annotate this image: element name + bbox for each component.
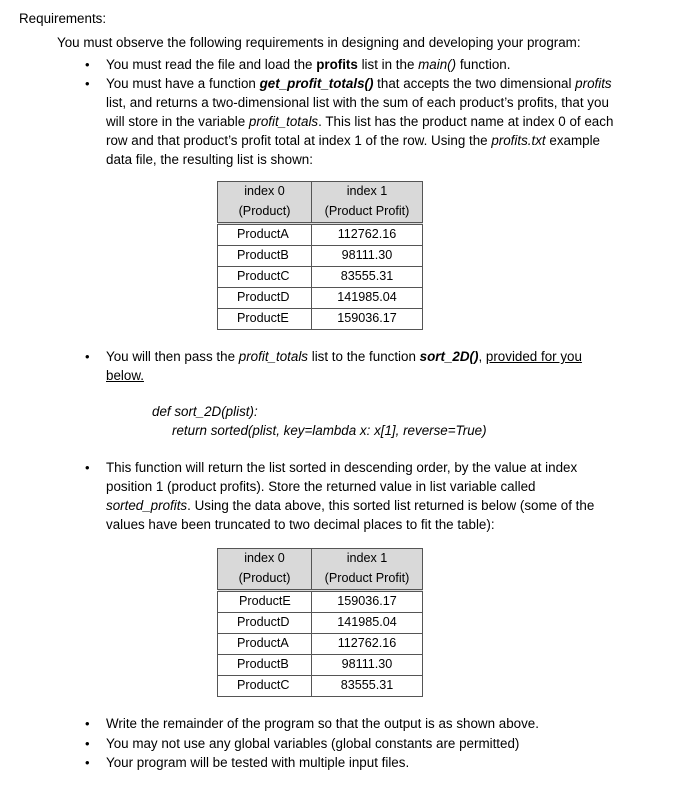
sorted-profits-table (217, 548, 423, 697)
bullet-pass-to-sort: • You will then pass the profit_totals list to the function sort_2D(), provided for you below. (85, 347, 645, 385)
b2-line2: list, and returns a two-dimensional list with the sum of each product’s profits, that you (106, 95, 609, 110)
code-return-line: return sorted(plist, key=lambda x: x[1], reverse=True) (172, 423, 487, 438)
table-row: ProductB 98111.30 (218, 655, 423, 676)
table1-header-index0: index 0 (Product) (218, 182, 312, 224)
table-row: ProductC 83555.31 (218, 267, 423, 288)
table-row: ProductD 141985.04 (218, 613, 423, 634)
bullet-read-file: • You must read the file and load the profits list in the main() function. (85, 55, 645, 74)
code-def-line: def sort_2D(plist): (152, 404, 258, 419)
bullet-sorted-return: • This function will return the list sorted in descending order, by the value at index position 1 (product profits). Store the returned value in list variable called sorted_profits. Using the data above, this sorted list returned is below (some of the values have been truncated to two decimal places to fit the table): (85, 458, 645, 534)
b2-line5: data file, the resulting list is shown: (106, 152, 313, 167)
table-row: ProductE 159036.17 (218, 591, 423, 613)
intro-text: You must observe the following requirements in designing and developing your program: (57, 35, 581, 50)
bullet-tested-multiple: • Your program will be tested with multiple input files. (85, 753, 645, 772)
table2-header-index1: index 1 (Product Profit) (312, 549, 423, 591)
requirements-heading: Requirements: (19, 11, 107, 26)
bullet-write-remainder: • Write the remainder of the program so that the output is as shown above. (85, 714, 645, 733)
b2-line3: will store in the variable profit_totals. This list has the product name at index 0 of each (106, 114, 614, 129)
table-row: ProductD 141985.04 (218, 288, 423, 309)
table-row: ProductA 112762.16 (218, 634, 423, 655)
table1-header-index1: index 1 (Product Profit) (312, 182, 423, 224)
b2-line1: You must have a function get_profit_totals() that accepts the two dimensional profits (106, 76, 612, 91)
b2-line4: row and that product’s profit total at index 1 of the row. Using the profits.txt example (106, 133, 600, 148)
table-row: ProductC 83555.31 (218, 676, 423, 697)
table-row: ProductB 98111.30 (218, 246, 423, 267)
bullet-get-profit-totals (85, 74, 645, 169)
table2-header-index0: index 0 (Product) (218, 549, 312, 591)
table-row: ProductA 112762.16 (218, 224, 423, 246)
table-row: ProductE 159036.17 (218, 309, 423, 330)
bullet-no-globals: • You may not use any global variables (global constants are permitted) (85, 734, 645, 753)
profit-totals-table (217, 181, 423, 330)
